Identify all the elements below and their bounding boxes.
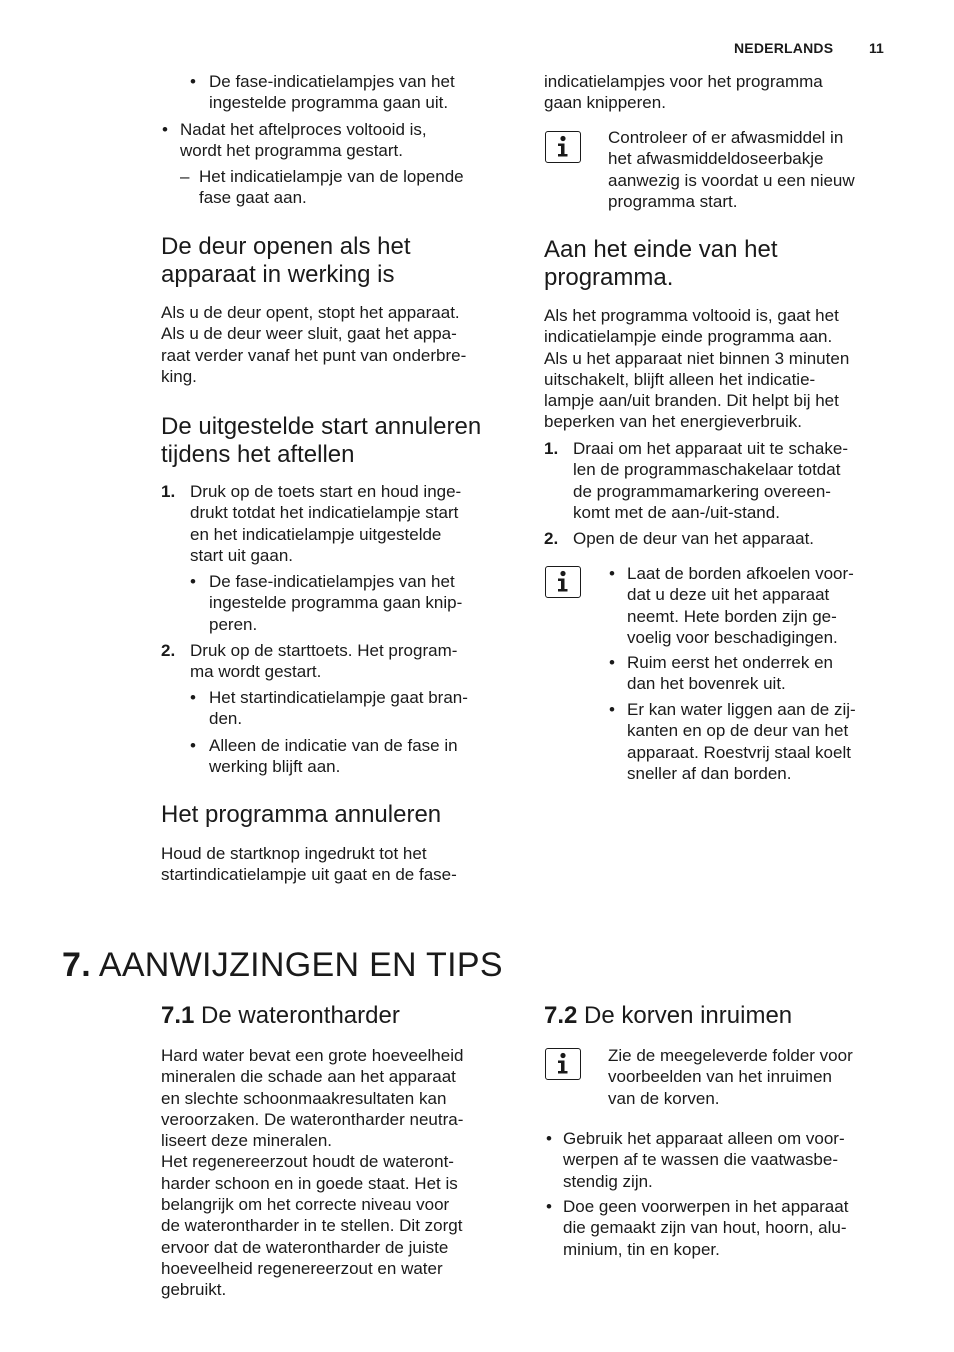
page-number: 11 [869, 40, 884, 56]
text-line: lampje aan/uit branden. Dit helpt bij het [544, 391, 839, 411]
text-line: de programmamarkering overeen- [573, 481, 831, 501]
door-section-body [161, 302, 466, 387]
text-line: harder schoon en in goede staat. Het is [161, 1173, 458, 1193]
list-item [627, 699, 856, 784]
text-line: raat verder vanaf het punt van onderbre- [161, 345, 467, 365]
text-line: veroorzaken. De waterontharder neutra- [161, 1109, 464, 1129]
title-line: programma. [544, 264, 674, 291]
text-line: start uit gaan. [190, 545, 294, 565]
text-line: king. [161, 366, 197, 386]
text-line: Doe geen voorwerpen in het apparaat [563, 1197, 849, 1216]
text-line: gaan knipperen. [544, 93, 666, 113]
text-line: kanten en op de deur van het [627, 721, 849, 741]
title-line: apparaat in werking is [161, 261, 395, 288]
text-line: ingestelde programma gaan knip- [209, 593, 463, 613]
text-line: Gebruik het apparaat alleen om voor- [563, 1129, 845, 1148]
text-line: ingestelde programma gaan uit. [209, 93, 449, 113]
text-line: Als u de deur weer sluit, gaat het appa- [161, 324, 457, 344]
text-line: startindicatielampje uit gaat en de fase- [161, 865, 457, 885]
text-line: Het indicatielampje van de lopende [199, 167, 464, 186]
step-number: 1. [544, 439, 559, 458]
step-number: 2. [544, 529, 559, 548]
text-line: fase gaat aan. [199, 188, 307, 208]
bullet-marker: • [609, 700, 615, 719]
text-line: ervoor dat de waterontharder de juiste [161, 1237, 449, 1257]
step-text: Open de deur van het apparaat. [573, 529, 815, 548]
list-item [209, 687, 468, 730]
text-line: de waterontharder in te stellen. Dit zorgt [161, 1216, 463, 1236]
text-line: en het indicatielampje uitgestelde [190, 524, 442, 544]
info-icon [545, 1048, 581, 1080]
text-line: apparaat. Roestvrij staal koelt [627, 742, 851, 762]
text-line: den. [209, 709, 243, 729]
list-item [180, 119, 427, 162]
chapter-number: 7. [62, 946, 91, 984]
section-7-1-body [161, 1045, 463, 1301]
section-number: 7.1 [161, 1002, 195, 1029]
text-line: en slechte schoonmaakresultaten kan [161, 1088, 447, 1108]
text-line: het afwasmiddeldoseerbakje [608, 149, 824, 169]
text-line: Het regenereerzout houdt de wateront- [161, 1152, 454, 1172]
text-line: Druk op de starttoets. Het program- [190, 641, 458, 660]
text-line: Er kan water liggen aan de zij- [627, 700, 856, 719]
text-line: Als u de deur opent, stopt het apparaat. [161, 303, 460, 322]
bullet-marker: • [609, 653, 615, 672]
text-line: voorbeelden van het inruimen [608, 1067, 832, 1087]
list-item [209, 571, 462, 635]
text-line: gebruikt. [161, 1280, 227, 1300]
end-of-program-title [544, 236, 778, 292]
list-item [209, 735, 458, 778]
text-line: indicatielampjes voor het programma [544, 72, 823, 91]
title-line: De uitgestelde start annuleren [161, 413, 482, 440]
bullet-marker: • [190, 572, 196, 591]
bullet-marker: • [190, 688, 196, 707]
list-item [563, 1196, 848, 1260]
step-text [573, 438, 848, 523]
text-line: wordt het programma gestart. [180, 141, 403, 161]
text-line: Zie de meegeleverde folder voor [608, 1046, 853, 1065]
text-line: Ruim eerst het onderrek en [627, 653, 833, 672]
cancel-section-body [161, 843, 457, 886]
title-line: De deur openen als het [161, 233, 411, 260]
end-of-program-body [544, 305, 849, 433]
text-line: drukt totdat het indicatielampje start [190, 503, 459, 523]
bullet-marker: • [162, 120, 168, 139]
text-line: Draai om het apparaat uit te schake- [573, 439, 848, 458]
text-line: De fase-indicatielampjes van het [209, 72, 455, 91]
text-line: stendig zijn. [563, 1171, 653, 1191]
chapter-heading [62, 945, 503, 985]
section-title: De waterontharder [201, 1002, 400, 1029]
text-line: van de korven. [608, 1088, 720, 1108]
header-language: NEDERLANDS [734, 40, 834, 56]
text-line: De fase-indicatielampjes van het [209, 572, 455, 591]
info-icon [545, 131, 581, 163]
text-line: peren. [209, 614, 258, 634]
text-line: Als het programma voltooid is, gaat het [544, 306, 839, 325]
text-line: neemt. Hete borden zijn ge- [627, 606, 837, 626]
text-line: sneller af dan borden. [627, 763, 792, 783]
section-title: De korven inruimen [584, 1002, 793, 1029]
delayed-start-title [161, 413, 481, 469]
step-number: 2. [161, 641, 176, 660]
text-line: Controleer of er afwasmiddel in [608, 128, 844, 147]
section-7-2-heading [544, 1002, 792, 1030]
text-line: minium, tin en koper. [563, 1239, 720, 1259]
text-line: len de programmaschakelaar totdat [573, 460, 841, 480]
list-item [627, 563, 854, 648]
text-line: Druk op de toets start en houd inge- [190, 482, 462, 501]
info-icon [545, 566, 581, 598]
info-note-text [608, 1045, 853, 1109]
text-line: Het startindicatielampje gaat bran- [209, 688, 468, 707]
text-line: hoeveelheid regenereerzout en water [161, 1258, 443, 1278]
text-line: Als u het apparaat niet binnen 3 minuten [544, 348, 850, 368]
section-7-1-heading [161, 1002, 400, 1030]
text-line: Houd de startknop ingedrukt tot het [161, 844, 427, 863]
section-number: 7.2 [544, 1002, 578, 1029]
bullet-marker: • [609, 564, 615, 583]
door-section-title [161, 233, 411, 289]
text-line: beperken van het energieverbruik. [544, 412, 802, 432]
text-line: indicatielampje einde programma aan. [544, 327, 833, 347]
text-line: ma wordt gestart. [190, 662, 322, 682]
text-line: dan het bovenrek uit. [627, 674, 786, 694]
text-line: programma start. [608, 191, 738, 211]
title-line: Aan het einde van het [544, 236, 778, 263]
title-line: tijdens het aftellen [161, 441, 355, 468]
text-line: dat u deze uit het apparaat [627, 585, 830, 605]
cancel-section-title: Het programma annuleren [161, 801, 442, 828]
bullet-marker: • [546, 1129, 552, 1148]
list-item [199, 166, 464, 209]
list-item [563, 1128, 845, 1192]
bullet-marker: • [190, 736, 196, 755]
text-line: werpen af te wassen die vaatwasbe- [563, 1150, 838, 1170]
info-note-text [608, 127, 855, 212]
text-line: mineralen die schade aan het apparaat [161, 1067, 456, 1087]
step-text [190, 481, 461, 566]
step-text [190, 640, 457, 683]
text-line: Hard water bevat een grote hoeveelheid [161, 1046, 464, 1065]
text-line: Laat de borden afkoelen voor- [627, 564, 854, 583]
text-line: komt met de aan-/uit-stand. [573, 502, 780, 522]
continued-text [544, 71, 823, 114]
list-item [209, 71, 455, 114]
bullet-marker: • [190, 72, 196, 91]
text-line: die gemaakt zijn van hout, hoorn, alu- [563, 1218, 847, 1238]
text-line: Alleen de indicatie van de fase in [209, 736, 458, 755]
text-line: uitschakelt, blijft alleen het indicatie- [544, 369, 816, 389]
bullet-marker: • [546, 1197, 552, 1216]
text-line: belangrijk om het correcte niveau voor [161, 1195, 450, 1215]
list-item [627, 652, 833, 695]
text-line: liseert deze mineralen. [161, 1131, 333, 1151]
chapter-title: AANWIJZINGEN EN TIPS [98, 946, 503, 984]
text-line: Nadat het aftelproces voltooid is, [180, 120, 427, 139]
text-line: voelig voor beschadigingen. [627, 627, 838, 647]
dash-marker: – [180, 167, 190, 186]
text-line: werking blijft aan. [209, 757, 341, 777]
text-line: aanwezig is voordat u een nieuw [608, 170, 855, 190]
step-number: 1. [161, 482, 176, 501]
